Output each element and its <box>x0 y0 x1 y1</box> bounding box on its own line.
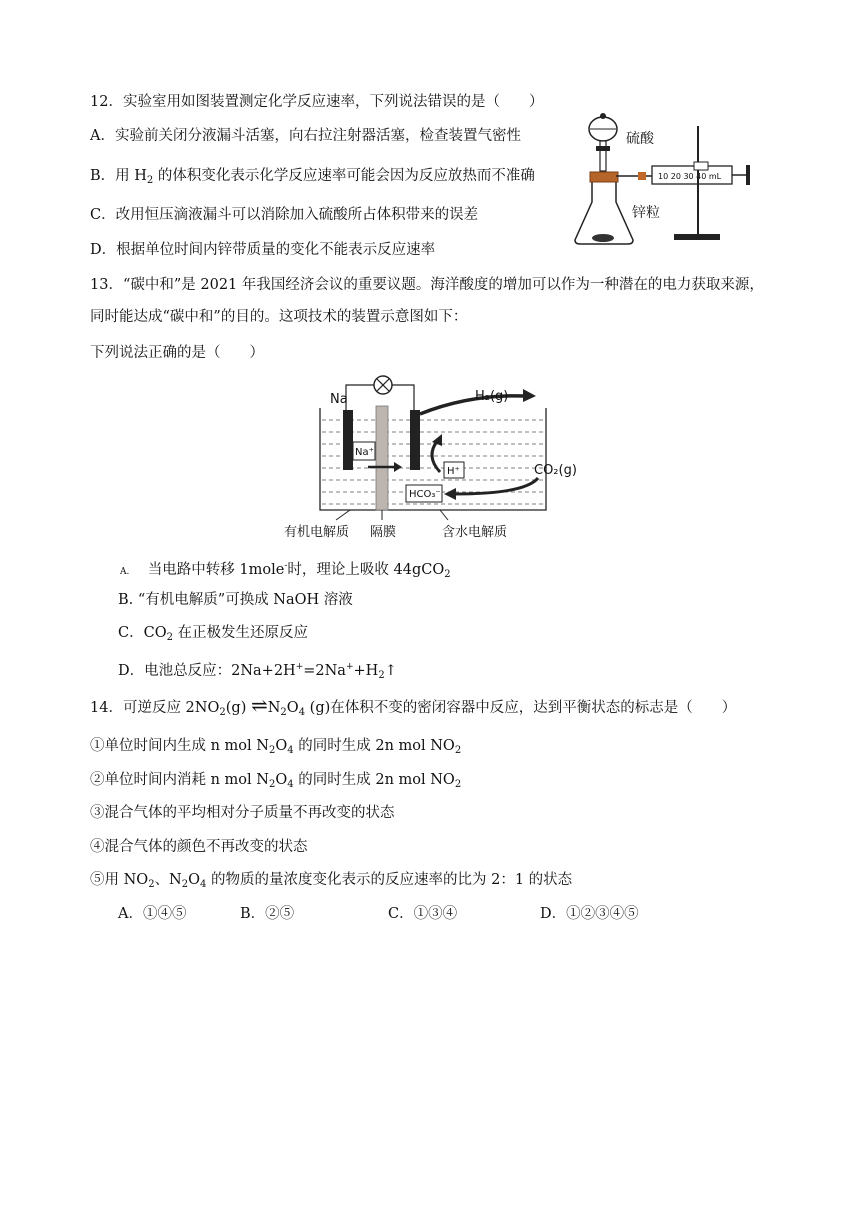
label-na-ion: Na⁺ <box>355 447 374 458</box>
q14-stem-text2: (g)在体积不变的密闭容器中反应，达到平衡状态的标志是（ ） <box>305 700 737 716</box>
q14-item-2-text: ②单位时间内消耗 n mol N <box>90 772 269 788</box>
q13-option-c-text2: 在正极发生还原反应 <box>172 625 309 641</box>
q13-option-d-end: ↑ <box>384 663 397 679</box>
q12-apparatus-figure <box>570 112 760 247</box>
q12-option-b <box>90 166 535 191</box>
label-zinc: 锌粒 <box>632 205 660 221</box>
membrane <box>376 406 388 510</box>
q14-item-5-mid: 、N <box>154 872 182 888</box>
q13-option-d-post: +H <box>353 663 379 679</box>
q13-option-a-letter: A. <box>120 567 130 577</box>
label-h2: H₂(g) <box>475 389 509 404</box>
q13-option-c-sub: 2 <box>166 632 173 643</box>
q13-battery-figure <box>280 370 590 542</box>
q14-item-1 <box>90 736 461 761</box>
q13-option-d-sub: 2 <box>378 670 385 681</box>
q13-option-a-sub: 2 <box>444 569 451 580</box>
q13-option-c-text: C．CO <box>118 625 167 641</box>
label-organic-electrolyte: 有机电解质 <box>284 525 350 540</box>
wire-left <box>346 385 374 410</box>
q13-option-a-text: 当电路中转移 1mole <box>147 562 285 578</box>
q13-option-d-sup1: + <box>295 662 304 672</box>
q12-option-b-sub: 2 <box>146 175 154 186</box>
q14-item-5-sub4: 4 <box>200 879 207 890</box>
q14-stem-sub3: 4 <box>298 707 306 718</box>
q14-choice-d: D．①②③④⑤ <box>540 906 639 922</box>
q12-stem: 12．实验室用如图装置测定化学反应速率，下列说法错误的是（ ） <box>90 94 544 110</box>
q14-choice-b: B．②⑤ <box>240 906 295 922</box>
label-h-ion: H⁺ <box>447 466 460 477</box>
q14-item-1-text2: 的同时生成 2n mol NO <box>293 738 455 754</box>
q13-option-d-sup2: + <box>345 662 354 672</box>
equilibrium-arrow: ⇌ <box>250 693 268 717</box>
q13-option-d-text: D．电池总反应：2Na+2H <box>118 663 296 679</box>
q14-item-1-sub2: 2 <box>268 745 276 756</box>
q13-option-d-mid: =2Na <box>303 663 346 679</box>
q12-option-d: D．根据单位时间内锌带质量的变化不能表示反应速率 <box>90 242 436 258</box>
q13-option-a-text2: 时，理论上吸收 44gCO <box>287 562 445 578</box>
label-membrane: 隔膜 <box>370 525 397 540</box>
q14-item-1-sub2b: 2 <box>454 745 462 756</box>
q13-option-c <box>118 623 308 648</box>
h2-arrow <box>420 396 525 414</box>
q13-option-b: B. “有机电解质”可换成 NaOH 溶液 <box>118 592 353 608</box>
q14-item-5 <box>90 870 572 895</box>
label-aqueous-electrolyte: 含水电解质 <box>442 525 508 540</box>
label-acid: 硫酸 <box>626 131 654 147</box>
q12-option-a: A．实验前关闭分液漏斗活塞，向右拉注射器活塞，检查装置气密性 <box>90 128 521 144</box>
q14-item-5-sub2: 2 <box>148 879 155 890</box>
q14-stem-o: O <box>286 700 299 716</box>
q14-stem-n: N <box>267 700 281 716</box>
q12-option-c: C．改用恒压滴液漏斗可以消除加入硫酸所占体积带来的误差 <box>90 207 479 223</box>
q14-item-2-sub2: 2 <box>268 779 276 790</box>
q14-choice-c: C．①③④ <box>388 906 458 922</box>
q14-choice-a: A．①④⑤ <box>118 906 187 922</box>
q13-option-d <box>118 657 397 686</box>
funnel-stem <box>600 141 606 171</box>
q14-stem-text: 14．可逆反应 2NO <box>90 700 220 716</box>
conical-flask <box>575 174 633 244</box>
label-hco3: HCO₃⁻ <box>409 489 441 500</box>
q14-stem-sub2: 2 <box>280 707 287 718</box>
q14-item-2-text2: 的同时生成 2n mol NO <box>293 772 455 788</box>
q14-item-3: ③混合气体的平均相对分子质量不再改变的状态 <box>90 805 395 821</box>
na-electrode <box>343 410 353 470</box>
label-co2: CO₂(g) <box>534 463 577 478</box>
q14-item-5-text2: 的物质的量浓度变化表示的反应速率的比为 2：1 的状态 <box>206 872 573 888</box>
zinc-granules <box>592 234 614 242</box>
q13-option-a-sup: - <box>284 561 288 571</box>
rubber-stopper <box>590 172 618 182</box>
label-na: Na <box>330 392 348 407</box>
q14-item-1-o: O <box>275 738 288 754</box>
q14-item-2 <box>90 770 461 795</box>
q14-stem-sub1: 2 <box>219 707 226 718</box>
q12-option-b-text2: 的体积变化表示化学反应速率可能会因为反应放热而不准确 <box>153 168 535 184</box>
q14-item-5-sub2b: 2 <box>181 879 189 890</box>
q14-stem <box>90 695 736 723</box>
q14-item-1-sub4: 4 <box>287 745 294 756</box>
q14-item-5-text: ⑤用 NO <box>90 872 149 888</box>
q14-item-2-sub2b: 2 <box>454 779 462 790</box>
q14-item-2-sub4: 4 <box>287 779 294 790</box>
q14-item-5-o: O <box>188 872 201 888</box>
stand-base <box>674 234 720 240</box>
wire-right <box>392 385 414 410</box>
q12-option-b-text: B．用 H <box>90 168 147 184</box>
q13-option-a <box>120 556 451 585</box>
q13-stem-line3: 下列说法正确的是（ ） <box>90 345 264 361</box>
q14-stem-mid: (g) <box>225 700 251 716</box>
q14-item-4: ④混合气体的颜色不再改变的状态 <box>90 839 308 855</box>
q14-item-1-text: ①单位时间内生成 n mol N <box>90 738 269 754</box>
syringe-scale: 10 20 30 40 mL <box>658 172 722 181</box>
q13-stem-line1: 13．“碳中和”是 2021 年我国经济会议的重要议题。海洋酸度的增加可以作为一种潜在的电力获取来源， <box>90 277 764 293</box>
q14-item-2-o: O <box>275 772 288 788</box>
q13-stem-line2: 同时能达成“碳中和”的目的。这项技术的装置示意图如下： <box>90 309 468 325</box>
positive-electrode <box>410 410 420 470</box>
